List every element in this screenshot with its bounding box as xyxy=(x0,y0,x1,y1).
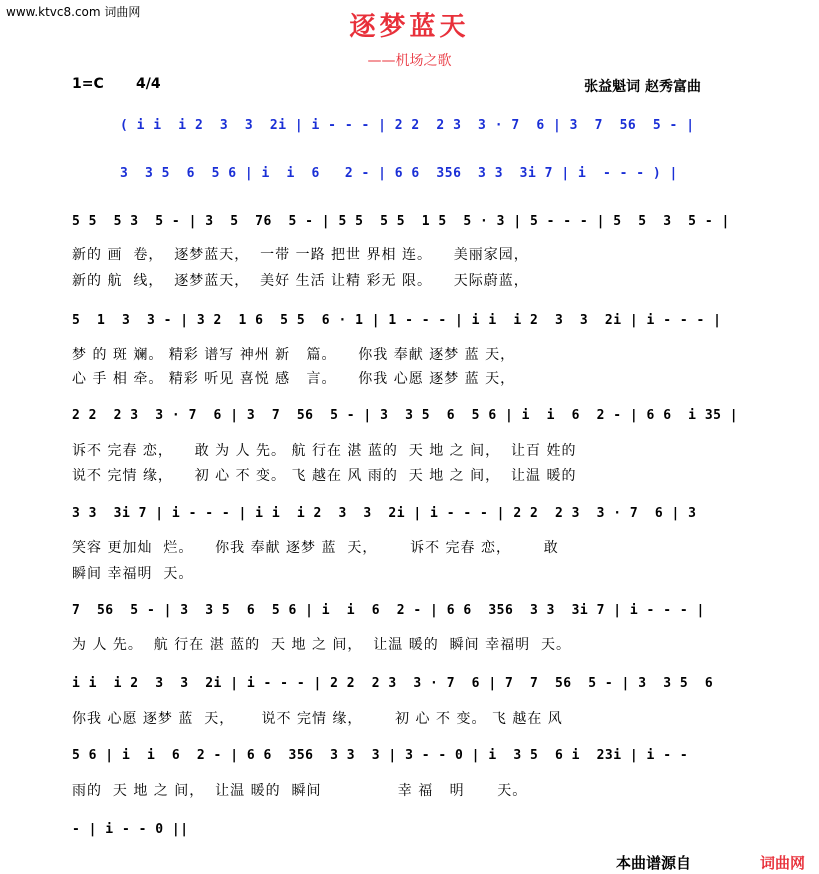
song-subtitle: ——机场之歌 xyxy=(367,53,452,69)
key-signature: 1=C xyxy=(72,76,104,92)
lyric-line-3a: 诉不 完春 恋， 敢 为 人 先。 航 行在 湛 蓝的 天 地 之 间， 让百 姓的 xyxy=(72,443,577,459)
song-title: 逐梦蓝天 xyxy=(349,12,470,42)
lyric-line-7: 雨的 天 地 之 间， 让温 暖的 瞬间 幸 福 明 天。 xyxy=(72,783,528,799)
notation-line-7: 5 6 | i i 6 2 - | 6 6 356 3 3 3 | 3 - - 0 | i 3 5 6 i 23i | i - - xyxy=(72,748,689,763)
site-logo: 词曲网 xyxy=(759,854,805,872)
lyric-line-6: 你我 心愿 逐梦 蓝 天， 说不 完情 缘， 初 心 不 变。 飞 越在 风 xyxy=(72,711,563,727)
notation-line-5: 7 56 5 - | 3 3 5 6 5 6 | i i 6 2 - | 6 6 356 3 3 3i 7 | i - - - | xyxy=(72,603,705,618)
notation-line-1: 5 5 5 3 5 - | 3 5 76 5 - | 5 5 5 5 1 5 5 · 3 | 5 - - - | 5 5 3 5 - | xyxy=(72,214,730,229)
notation-line-2: 5 1 3 3 - | 3 2 1 6 5 5 6 · 1 | 1 - - - | i i i 2 3 3 2i | i - - - | xyxy=(72,313,722,328)
lyric-line-4a: 笑容 更加灿 烂。 你我 奉献 逐梦 蓝 天， 诉不 完春 恋， 敢 xyxy=(72,540,559,556)
intro-line-1: ( i i i 2 3 3 2i | i - - - | 2 2 2 3 3 · 7 6 | 3 7 56 5 - | xyxy=(120,118,695,133)
time-signature: 4/4 xyxy=(136,76,161,92)
notation-line-4: 3 3 3i 7 | i - - - | i i i 2 3 3 2i | i - - - | 2 2 2 3 3 · 7 6 | 3 xyxy=(72,506,697,521)
credits: 张益魁词 赵秀富曲 xyxy=(584,79,701,95)
source-note: 本曲谱源自 xyxy=(615,854,691,872)
lyric-line-1b: 新的 航 线， 逐梦蓝天， 美好 生活 让精 彩无 限。 天际蔚蓝， xyxy=(72,273,529,289)
lyric-line-1a: 新的 画 卷， 逐梦蓝天， 一带 一路 把世 界相 连。 美丽家园， xyxy=(72,247,529,263)
lyric-line-4b: 瞬间 幸福明 天。 xyxy=(72,566,194,582)
intro-line-2: 3 3 5 6 5 6 | i i 6 2 - | 6 6 356 3 3 3i 7 | i - - - ) | xyxy=(120,166,678,181)
lyric-line-2b: 心 手 相 牵。 精彩 听见 喜悦 感 言。 你我 心愿 逐梦 蓝 天， xyxy=(72,371,516,387)
notation-line-8: - | i - - 0 || xyxy=(72,822,189,837)
notation-line-3: 2 2 2 3 3 · 7 6 | 3 7 56 5 - | 3 3 5 6 5 6 | i i 6 2 - | 6 6 i 35 | xyxy=(72,408,739,423)
site-watermark: www.ktvc8.com 词曲网 xyxy=(6,5,141,19)
lyric-line-5: 为 人 先。 航 行在 湛 蓝的 天 地 之 间， 让温 暖的 瞬间 幸福明 天。 xyxy=(72,637,572,653)
lyric-line-2a: 梦 的 斑 斓。 精彩 谱写 神州 新 篇。 你我 奉献 逐梦 蓝 天， xyxy=(72,347,516,363)
lyric-line-3b: 说不 完情 缘， 初 心 不 变。 飞 越在 风 雨的 天 地 之 间， 让温 暖的 xyxy=(72,468,577,484)
notation-line-6: i i i 2 3 3 2i | i - - - | 2 2 2 3 3 · 7 6 | 7 7 56 5 - | 3 3 5 6 xyxy=(72,676,714,691)
